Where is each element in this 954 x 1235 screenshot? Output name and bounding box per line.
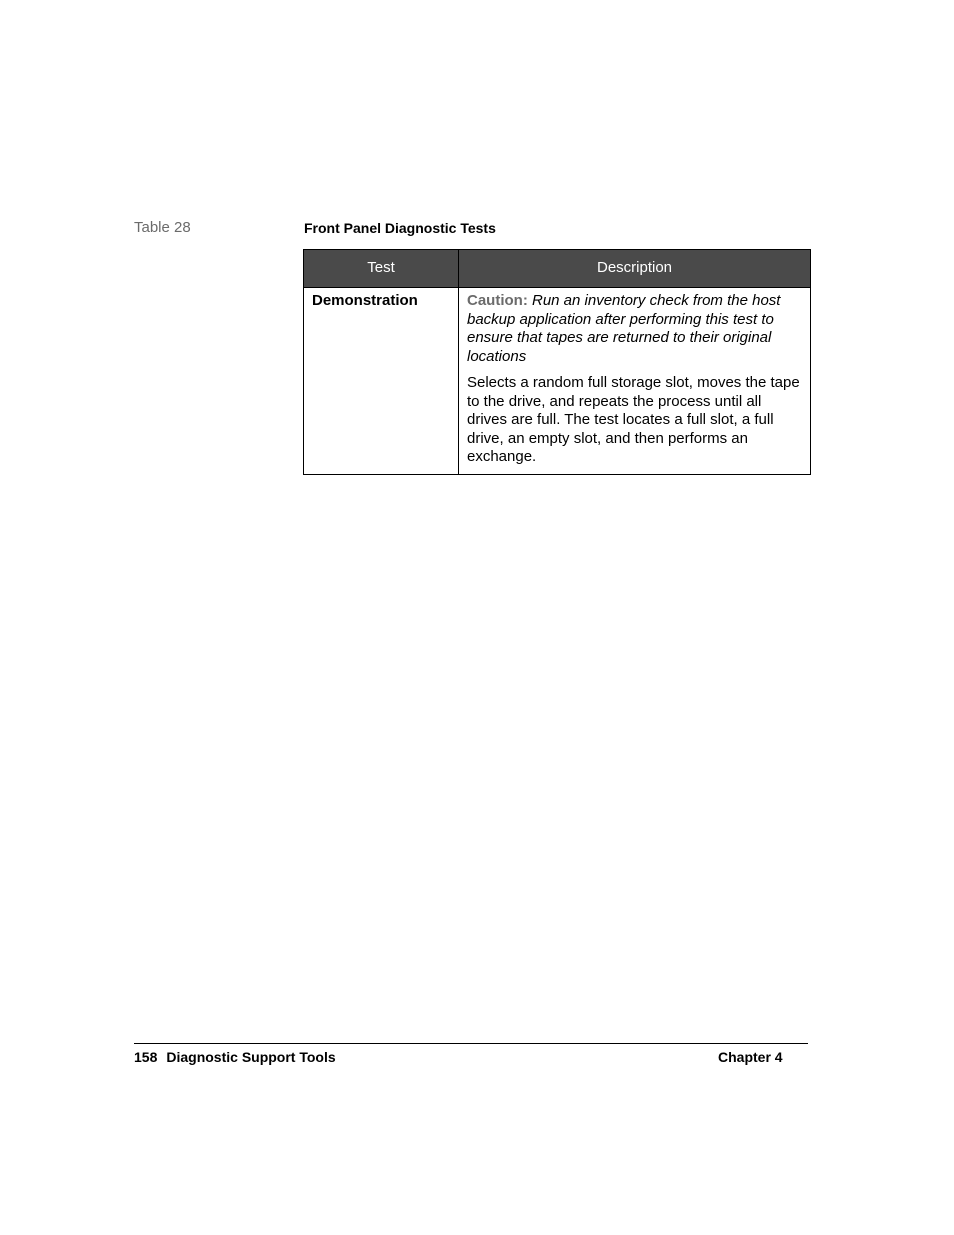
footer-divider [134,1043,808,1044]
footer-left [134,1049,336,1065]
footer-chapter: Chapter 4 [718,1049,783,1065]
test-name: Demonstration [312,292,418,309]
table-number-label: Table 28 [134,219,191,236]
test-cell [304,288,459,475]
footer-section-title: Diagnostic Support Tools [166,1049,336,1065]
description-cell [459,288,811,475]
caution-note [467,292,802,366]
table-title: Front Panel Diagnostic Tests [304,220,496,236]
caution-label: Caution: [467,292,528,309]
table-header-row [304,250,811,288]
page-number: 158 [134,1049,158,1065]
column-header-test: Test [304,250,459,288]
diagnostic-tests-table [303,249,811,475]
column-header-description: Description [459,250,811,288]
table-row [304,288,811,475]
test-description: Selects a random full storage slot, moves the tape to the drive, and repeats the process until all drives are full. The test locates a full slot, a full drive, an empty slot, and then performs an exchange. [467,374,800,465]
caution-text: Run an inventory check from the host backup application after performing this test to ensure that tapes are returned to their original locations [467,292,781,365]
